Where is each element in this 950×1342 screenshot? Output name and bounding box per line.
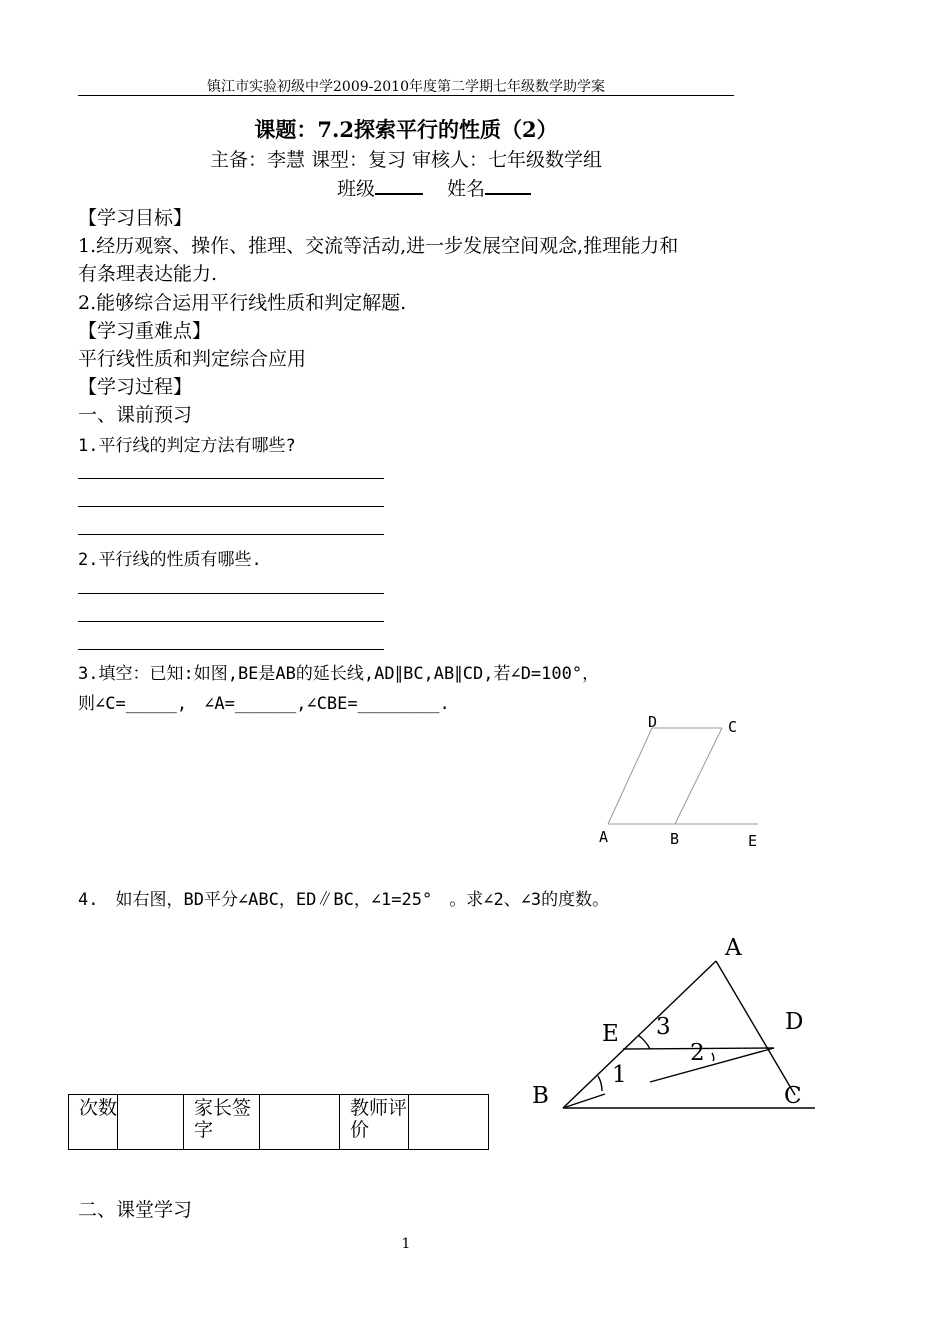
cell-parent-sign-label: 家长签字 — [184, 1095, 260, 1150]
segment-ad — [608, 728, 652, 824]
angle-3-arc — [638, 1035, 650, 1049]
class-name-line — [0, 174, 868, 201]
question-1: 1.平行线的判定方法有哪些? — [78, 436, 296, 456]
parallelogram-figure — [590, 706, 770, 856]
preview-heading: 一、课前预习 — [78, 404, 193, 426]
label-c: C — [728, 718, 738, 736]
label-a: A — [725, 935, 742, 961]
page-number: 1 — [401, 1236, 411, 1252]
objective-2: 2.能够综合运用平行线性质和判定解题. — [78, 292, 407, 314]
label-c: C — [784, 1083, 802, 1109]
process-heading: 【学习过程】 — [78, 376, 193, 398]
answer-line[interactable] — [78, 478, 384, 479]
class-blank[interactable] — [375, 177, 423, 195]
label-e: E — [748, 832, 758, 850]
label-e: E — [602, 1021, 619, 1047]
answer-line[interactable] — [78, 534, 384, 535]
angle-1-arc — [598, 1076, 602, 1091]
header-rule — [78, 95, 734, 96]
question-4: 4. 如右图，BD平分∠ABC，ED∥BC，∠1=25° 。求∠2、∠3的度数。 — [78, 890, 610, 910]
segment-ac — [716, 961, 795, 1095]
triangle-figure — [520, 925, 830, 1125]
document-header: 镇江市实验初级中学2009-2010年度第二学期七年级数学助学案 — [207, 79, 605, 95]
objective-1-line2: 有条理表达能力. — [78, 263, 218, 285]
cell-parent-sign-value[interactable] — [260, 1095, 340, 1150]
cell-teacher-eval-label: 教师评价 — [340, 1095, 409, 1150]
label-angle-1: 1 — [612, 1062, 627, 1088]
answer-line[interactable] — [78, 649, 384, 650]
question-3-line1: 3.填空：已知:如图,BE是AB的延长线,AD∥BC,AB∥CD,若∠D=100°， — [78, 664, 600, 684]
lesson-title: 课题：7.2探索平行的性质（2） — [254, 117, 558, 142]
key-points: 平行线性质和判定综合应用 — [78, 348, 307, 370]
label-b: B — [532, 1083, 549, 1109]
name-blank[interactable] — [485, 177, 531, 195]
objective-1-line1: 1.经历观察、操作、推理、交流等活动,进一步发展空间观念,推理能力和 — [78, 235, 679, 257]
cell-times-label: 次数 — [69, 1095, 118, 1150]
table-row — [69, 1095, 489, 1150]
key-points-heading: 【学习重难点】 — [78, 320, 212, 342]
question-2: 2.平行线的性质有哪些. — [78, 550, 262, 570]
label-angle-2: 2 — [690, 1040, 705, 1066]
cell-times-value[interactable] — [118, 1095, 184, 1150]
cell-teacher-eval-value[interactable] — [409, 1095, 489, 1150]
label-angle-3: 3 — [656, 1014, 671, 1040]
segment-cb — [675, 728, 722, 824]
answer-line[interactable] — [78, 506, 384, 507]
label-b: B — [670, 830, 680, 848]
label-a: A — [599, 828, 609, 846]
class-label: 班级 — [336, 178, 375, 200]
objectives-heading: 【学习目标】 — [78, 207, 193, 229]
question-3-line2: 则∠C=_____, ∠A=______,∠CBE=________. — [78, 694, 450, 714]
classroom-heading: 二、课堂学习 — [78, 1199, 193, 1221]
answer-line[interactable] — [78, 593, 384, 594]
segment-ba — [563, 961, 716, 1108]
label-d: D — [785, 1009, 804, 1035]
lesson-meta: 主备：李慧 课型：复习 审核人：七年级数学组 — [209, 149, 603, 171]
record-table — [68, 1094, 489, 1150]
answer-line[interactable] — [78, 621, 384, 622]
name-label: 姓名 — [447, 178, 486, 200]
angle-2-arc — [712, 1053, 714, 1061]
label-d: D — [648, 713, 658, 731]
